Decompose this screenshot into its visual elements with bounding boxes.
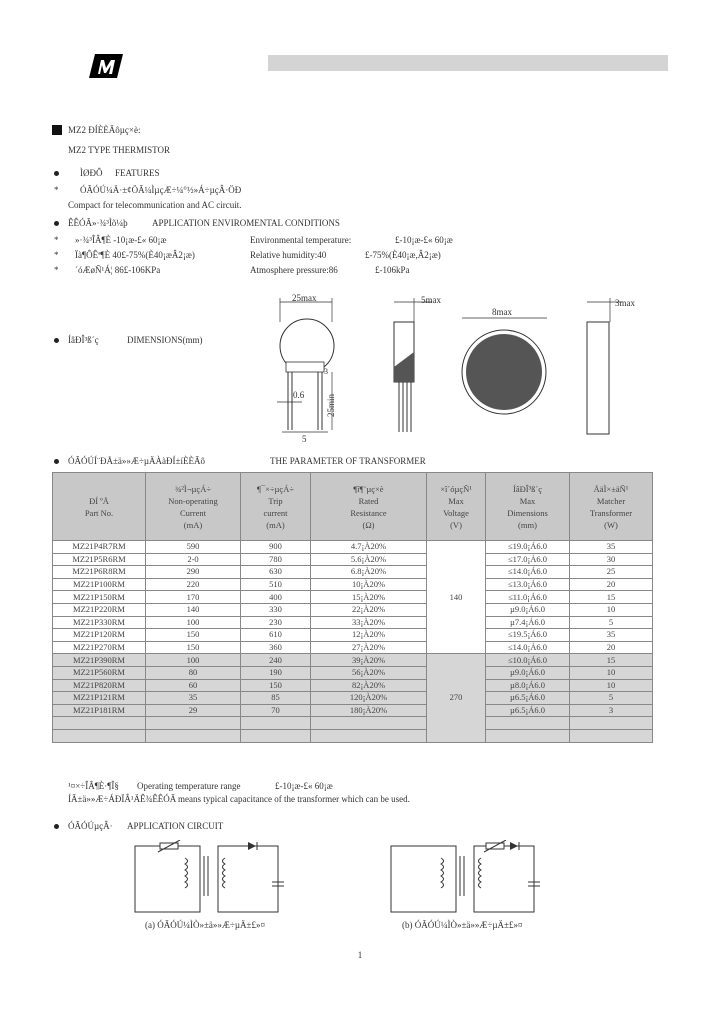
application-heading: APPLICATION CIRCUIT xyxy=(127,821,224,831)
condition-row-col1: »·¾³ÎÂ¶È -10¡æ-£« 60¡æ xyxy=(75,235,167,245)
cell-trip: 85 xyxy=(241,692,311,705)
cell-dim: µ6.5¡Á6.0 xyxy=(486,704,570,717)
cell-trip: 400 xyxy=(241,591,311,604)
parameter-heading: THE PARAMETER OF TRANSFORMER xyxy=(270,456,426,466)
cell-dim: ≤10.0¡Á6.0 xyxy=(486,654,570,667)
cell-part: MZ21P121RM xyxy=(53,692,146,705)
note-1: Operating temperature range xyxy=(137,781,241,791)
parameter-table xyxy=(52,472,653,743)
cell-part: MZ21P120RM xyxy=(53,629,146,642)
cell-dim: µ9.0¡Á6.0 xyxy=(486,603,570,616)
dimension-drawing xyxy=(262,292,672,447)
table-row-empty xyxy=(53,717,653,730)
cell-part: MZ21P150RM xyxy=(53,591,146,604)
header-part-no: ÐÍ ºÅ Part No. xyxy=(53,473,146,541)
cell-nonop: 60 xyxy=(146,679,241,692)
condition-row-col3: £-106kPa xyxy=(375,265,410,275)
features-item: Compact for telecommunication and AC circuit. xyxy=(68,200,242,210)
features-heading: FEATURES xyxy=(115,168,160,178)
cell-dim: ≤11.0¡Á6.0 xyxy=(486,591,570,604)
cell-dim: µ8.0¡Á6.0 xyxy=(486,679,570,692)
cell-trans: 5 xyxy=(570,692,653,705)
cell-trans: 35 xyxy=(570,541,653,554)
cell-dim: ≤19.5¡Á6.0 xyxy=(486,629,570,642)
cell-trans: 3 xyxy=(570,704,653,717)
cell-res: 33¡À20% xyxy=(311,616,427,629)
cell-nonop: 100 xyxy=(146,654,241,667)
application-heading-garbled: ÓÃÓÚµçÂ· xyxy=(68,821,113,831)
cell-res: 5.6¡À20% xyxy=(311,553,427,566)
cell-trip: 230 xyxy=(241,616,311,629)
dimensions-heading-garbled: ÍâÐÎ³ß´ç xyxy=(68,335,99,345)
star-icon: * xyxy=(54,265,59,275)
note-1-garbled: ¹¤×÷ÎÂ¶È·¶Î§ xyxy=(68,781,119,791)
cell-trip: 610 xyxy=(241,629,311,642)
features-bullet xyxy=(54,171,59,176)
cell-dim: ≤14.0¡Á6.0 xyxy=(486,566,570,579)
features-item-garbled: ÓÃÓÚ¼Ä·±¢ÖÃ¼ÌµçÆ÷¼°½»Á÷µçÂ·ÖÐ xyxy=(80,185,242,195)
caption-a: (a) ÓÃÓÚ¼ÌÒ»±ä»»Æ÷µÄ±£»¤ xyxy=(145,920,265,930)
table-row xyxy=(53,566,653,579)
cell-trans: 15 xyxy=(570,654,653,667)
cell-nonop: 100 xyxy=(146,616,241,629)
table-row xyxy=(53,553,653,566)
star-icon: * xyxy=(54,250,59,260)
cell-trans: 5 xyxy=(570,616,653,629)
dim-label-3max: 3max xyxy=(615,298,635,308)
cell-nonop: 290 xyxy=(146,566,241,579)
cell-dim: ≤17.0¡Á6.0 xyxy=(486,553,570,566)
dim-label-5max: 5max xyxy=(421,295,441,305)
cell-trans: 30 xyxy=(570,553,653,566)
cell-res: 15¡À20% xyxy=(311,591,427,604)
dim-label-8max: 8max xyxy=(492,307,512,317)
cell-trans: 10 xyxy=(570,679,653,692)
table-row xyxy=(53,692,653,705)
cell-part: MZ21P181RM xyxy=(53,704,146,717)
circuit-diagram-a xyxy=(130,840,290,920)
cell-trans: 35 xyxy=(570,629,653,642)
condition-row-col2: Environmental temperature: xyxy=(250,235,352,245)
condition-row-col1: ´óÆøÑ¹Á¦ 86£-106KPa xyxy=(75,265,161,275)
dimensions-heading: DIMENSIONS(mm) xyxy=(127,335,203,345)
cell-res: 27¡À20% xyxy=(311,641,427,654)
cell-trip: 70 xyxy=(241,704,311,717)
cell-part: MZ21P330RM xyxy=(53,616,146,629)
dim-label-5: 5 xyxy=(302,434,307,444)
condition-row-col2: Atmosphere pressure:86 xyxy=(250,265,338,275)
cell-trip: 900 xyxy=(241,541,311,554)
header-trip-current: ¶¯×÷µçÁ÷ Trip current (mA) xyxy=(241,473,311,541)
table-row xyxy=(53,541,653,554)
cell-nonop: 29 xyxy=(146,704,241,717)
header-rated-resistance: ¶î¶¨µç×è Rated Resistance (Ω) xyxy=(311,473,427,541)
header-bar xyxy=(268,55,668,71)
header-non-operating-current: ¾²Ì¬µçÁ÷ Non-operating Current (mA) xyxy=(146,473,241,541)
header-max-dimensions: ÍâÐÎ³ß´ç Max Dimensions (mm) xyxy=(486,473,570,541)
cell-dim: ≤19.0¡Á6.0 xyxy=(486,541,570,554)
cell-trip: 190 xyxy=(241,666,311,679)
cell-nonop: 150 xyxy=(146,641,241,654)
cell-voltage-group1: 140 xyxy=(427,541,486,654)
company-logo xyxy=(87,54,123,78)
cell-part: MZ21P220RM xyxy=(53,603,146,616)
dim-label-25max: 25max xyxy=(292,293,317,303)
page-number: 1 xyxy=(357,950,363,960)
cell-dim: µ7.4¡Á6.0 xyxy=(486,616,570,629)
cell-trans: 15 xyxy=(570,591,653,604)
note-2-garbled: ÍÃ±ä»»Æ÷ÁÐÏÂ¹ÄÊ¾ÊÊÓÃ xyxy=(68,794,177,804)
condition-row-col3: £-10¡æ-£« 60¡æ xyxy=(395,235,453,245)
table-row xyxy=(53,603,653,616)
cell-trip: 150 xyxy=(241,679,311,692)
cell-res: 22¡À20% xyxy=(311,603,427,616)
dim-label-0-6: 0.6 xyxy=(293,390,305,400)
cell-voltage-group2: 270 xyxy=(427,654,486,742)
cell-nonop: 80 xyxy=(146,666,241,679)
cell-res: 4.7¡À20% xyxy=(311,541,427,554)
circuit-diagram-b xyxy=(386,840,546,920)
table-row xyxy=(53,591,653,604)
cell-part: MZ21P5R6RM xyxy=(53,553,146,566)
table-row xyxy=(53,629,653,642)
cell-nonop: 2-0 xyxy=(146,553,241,566)
cell-nonop: 150 xyxy=(146,629,241,642)
caption-b: (b) ÓÃÓÚ¼ÌÒ»±ä»»Æ÷µÄ±£»¤ xyxy=(402,920,523,930)
cell-trans: 20 xyxy=(570,578,653,591)
cell-nonop: 590 xyxy=(146,541,241,554)
cell-nonop: 220 xyxy=(146,578,241,591)
cell-dim: ≤13.0¡Á6.0 xyxy=(486,578,570,591)
cell-nonop: 170 xyxy=(146,591,241,604)
cell-trip: 360 xyxy=(241,641,311,654)
cell-part: MZ21P6R8RM xyxy=(53,566,146,579)
table-row xyxy=(53,704,653,717)
table-row xyxy=(53,654,653,667)
cell-part: MZ21P560RM xyxy=(53,666,146,679)
cell-nonop: 35 xyxy=(146,692,241,705)
cell-res: 10¡À20% xyxy=(311,578,427,591)
cell-part: MZ21P100RM xyxy=(53,578,146,591)
cell-trip: 240 xyxy=(241,654,311,667)
cell-part: MZ21P820RM xyxy=(53,679,146,692)
dim-label-25min: 25min xyxy=(326,393,336,417)
star-icon: * xyxy=(54,185,59,195)
title-bullet xyxy=(52,125,62,135)
cell-res: 39¡À20% xyxy=(311,654,427,667)
condition-row-col3: £-75%(È40¡æ,Â2¡æ) xyxy=(365,250,441,260)
cell-trans: 10 xyxy=(570,666,653,679)
condition-row-col2: Relative humidity:40 xyxy=(250,250,327,260)
parameter-heading-garbled: ÓÃÓÚÍ¨ÐÅ±ä»»Æ÷µÄÀàÐÍ±íÈÈÃô xyxy=(68,456,205,466)
cell-trip: 330 xyxy=(241,603,311,616)
cell-res: 56¡À20% xyxy=(311,666,427,679)
cell-dim: µ9.0¡Á6.0 xyxy=(486,666,570,679)
title-garbled: MZ2 ÐÍÈÈÃôµç×è: xyxy=(68,125,141,135)
star-icon: * xyxy=(54,235,59,245)
parameter-bullet xyxy=(54,459,59,464)
cell-dim: µ6.5¡Á6.0 xyxy=(486,692,570,705)
header-max-voltage: ×î´óµçÑ¹ Max Voltage (V) xyxy=(427,473,486,541)
cell-trip: 510 xyxy=(241,578,311,591)
title-english: MZ2 TYPE THERMISTOR xyxy=(68,145,171,155)
note-1-range: £-10¡æ-£« 60¡æ xyxy=(275,781,333,791)
features-heading-garbled: ÌØÐÔ xyxy=(80,168,103,178)
condition-row-col1: Ïà¶ÔÊª¶È 40£-75%(È40¡æÂ2¡æ) xyxy=(75,250,195,260)
conditions-heading-garbled: ÊÊÓÃ»·¾³Ìõ¼þ xyxy=(68,218,128,228)
note-2: means typical capacitance of the transformer which can be used. xyxy=(178,794,410,804)
cell-res: 12¡À20% xyxy=(311,629,427,642)
cell-dim: ≤14.0¡Á6.0 xyxy=(486,641,570,654)
cell-trans: 25 xyxy=(570,566,653,579)
table-row xyxy=(53,679,653,692)
header-matcher-transformer: ÅäÌ×±äÑ¹ Matcher Transformer (W) xyxy=(570,473,653,541)
cell-part: MZ21P390RM xyxy=(53,654,146,667)
application-bullet xyxy=(54,824,59,829)
cell-res: 82¡À20% xyxy=(311,679,427,692)
table-row xyxy=(53,616,653,629)
cell-res: 120¡À20% xyxy=(311,692,427,705)
cell-trip: 780 xyxy=(241,553,311,566)
cell-trip: 630 xyxy=(241,566,311,579)
cell-nonop: 140 xyxy=(146,603,241,616)
table-row xyxy=(53,641,653,654)
conditions-heading: APPLICATION ENVIROMENTAL CONDITIONS xyxy=(152,218,340,228)
cell-part: MZ21P270RM xyxy=(53,641,146,654)
cell-res: 180¡À20% xyxy=(311,704,427,717)
cell-res: 6.8¡À20% xyxy=(311,566,427,579)
table-header-row xyxy=(53,473,653,541)
table-row-empty xyxy=(53,729,653,742)
cell-trans: 20 xyxy=(570,641,653,654)
dimensions-bullet xyxy=(54,338,59,343)
dim-label-3: 3 xyxy=(324,367,328,376)
cell-part: MZ21P4R7RM xyxy=(53,541,146,554)
cell-trans: 10 xyxy=(570,603,653,616)
table-row xyxy=(53,666,653,679)
conditions-bullet xyxy=(54,221,59,226)
table-row xyxy=(53,578,653,591)
